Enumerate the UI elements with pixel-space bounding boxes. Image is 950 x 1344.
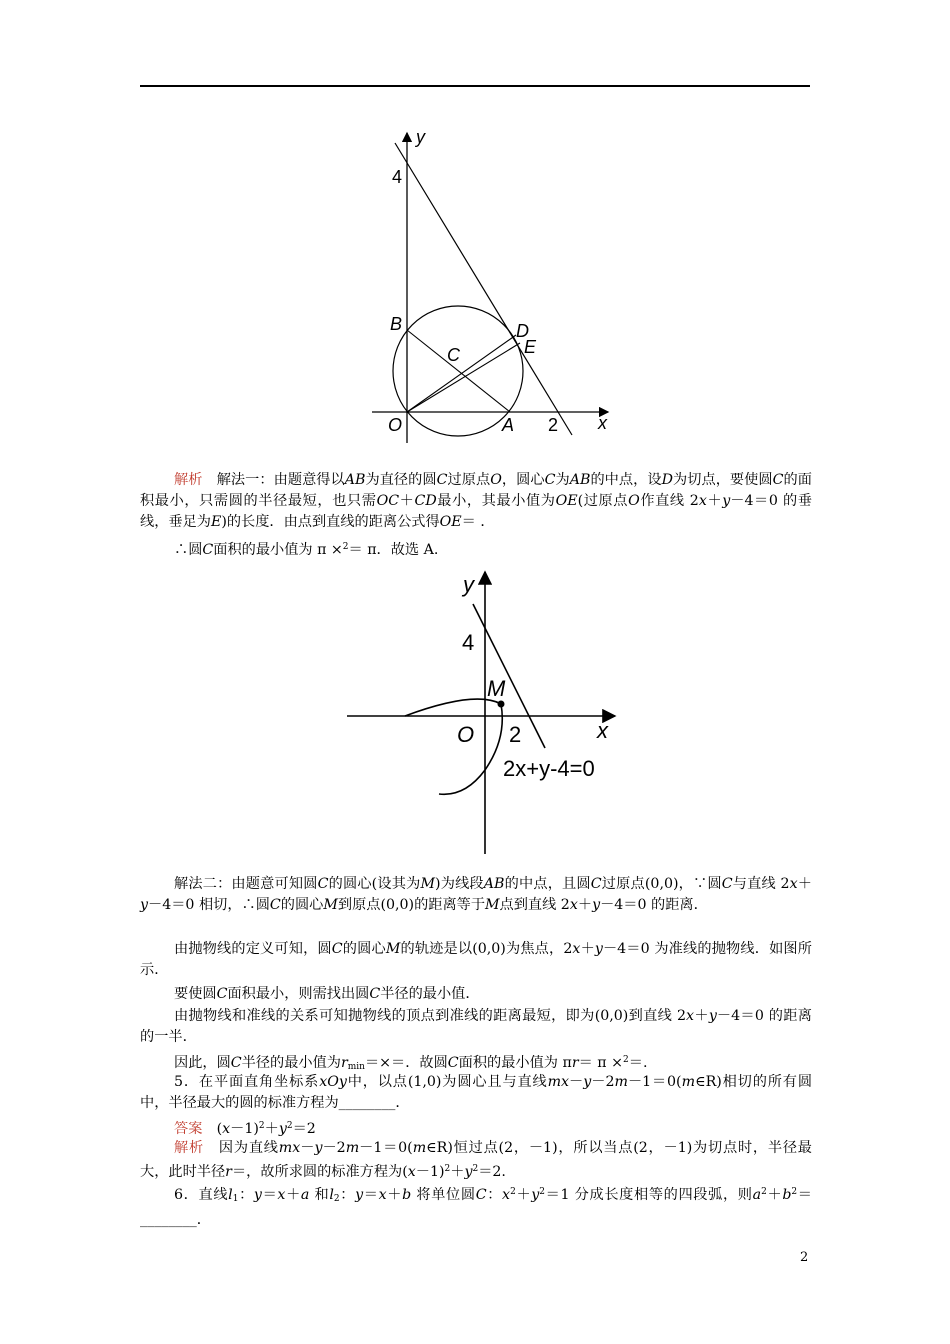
label-a: A <box>502 415 515 435</box>
label-c: C <box>447 345 460 365</box>
segment-od <box>407 335 516 412</box>
label-four: 4 <box>392 167 403 187</box>
minimum-radius-result: 因此，圆C半径的最小值为$r_{min}=\times=$．故圆C面积的最小值为 πr＝ π ×$^2$＝. <box>174 1055 648 1072</box>
solution-method-1: 解析 解法一：由题意得以AB为直径的圆C过原点O，圆心C为AB的中点，设D为切点，要使圆C的面积最小，只需圆的半径最短，也只需OC＋CD最小，其最小值为OE(过原点O作直线 2x＋y－4＝0 的垂线，垂足为E)的长度．由点到直线的距离公式得OE＝ ． <box>140 472 812 530</box>
answer-5: 答案 $(x-1)^2+y^2=2$ <box>174 1121 316 1137</box>
figure-parabola-svg <box>335 562 653 860</box>
analysis-5: 解析 因为直线mx－y－2m－1＝0(m∈R)恒过点(2，－1)，所以当点(2，－1)为切点时，半径最大，此时半径r＝，故所求圆的标准方程为$(x-1)^2+y^2=2$. <box>140 1140 812 1180</box>
label-four: 4 <box>462 630 475 655</box>
label-line-equation: 2x+y-4=0 <box>503 756 595 781</box>
vertex-distance-statement: 由抛物线和准线的关系可知抛物线的顶点到准线的距离最短，即为(0,0)到直线 2x＋y－4＝0 的距离的一半． <box>140 1008 812 1045</box>
label-two: 2 <box>509 722 522 747</box>
label-x: x <box>598 413 607 433</box>
parabola-curve <box>405 699 502 794</box>
label-o: O <box>388 415 403 435</box>
page-number: 2 <box>800 1250 809 1265</box>
label-m: M <box>487 676 506 701</box>
figure-circle-diagram <box>360 125 630 460</box>
analysis-tag: 解析 <box>174 1140 204 1156</box>
minimize-area-statement: 要使圆C面积最小，则需找出圆C半径的最小值． <box>174 986 480 1002</box>
label-d: D <box>516 321 529 341</box>
label-two: 2 <box>548 415 559 435</box>
question-5: 5．在平面直角坐标系xOy中，以点(1,0)为圆心且与直线mx－y－2m－1＝0(m∈R)相切的所有圆中，半径最大的圆的标准方程为________． <box>140 1074 813 1111</box>
label-b: B <box>390 314 403 334</box>
segment-ba <box>407 330 510 412</box>
figure-circle-svg <box>360 125 630 460</box>
point-m <box>498 701 505 708</box>
label-o: O <box>457 722 475 747</box>
segment-oe <box>407 343 520 412</box>
parabola-definition: 由抛物线的定义可知，圆C的圆心M的轨迹是以(0,0)为焦点，2x＋y－4＝0 为准线的抛物线．如图所示． <box>140 941 812 978</box>
label-e: E <box>524 337 537 357</box>
label-y: y <box>416 127 425 147</box>
label-y: y <box>463 572 474 597</box>
header-rule <box>140 85 810 87</box>
question-6: 6．直线$l_1$：y＝x＋a 和$l_2$：y＝x＋b 将单位圆C：$x^2+y^2=1$ 分成长度相等的四段弧，则$a^2+b^2=\_\_\_\_\_\_\_\_$． <box>140 1187 812 1228</box>
answer-tag: 答案 <box>174 1121 203 1137</box>
solution-method-2: 解法二：由题意可知圆C的圆心(设其为M)为线段AB的中点，且圆C过原点(0,0)，∵圆C与直线 2x＋y－4＝0 相切，∴圆C的圆心M到原点(0,0)的距离等于M点到直线 2x＋y－4＝0 的距离． <box>140 876 812 913</box>
analysis-tag: 解析 <box>174 472 203 488</box>
label-x: x <box>597 718 608 743</box>
solution-method-1-conclusion: ∴圆C面积的最小值为 π ×$^2$＝ π．故选 A. <box>174 542 439 558</box>
figure-parabola-diagram <box>335 562 653 860</box>
